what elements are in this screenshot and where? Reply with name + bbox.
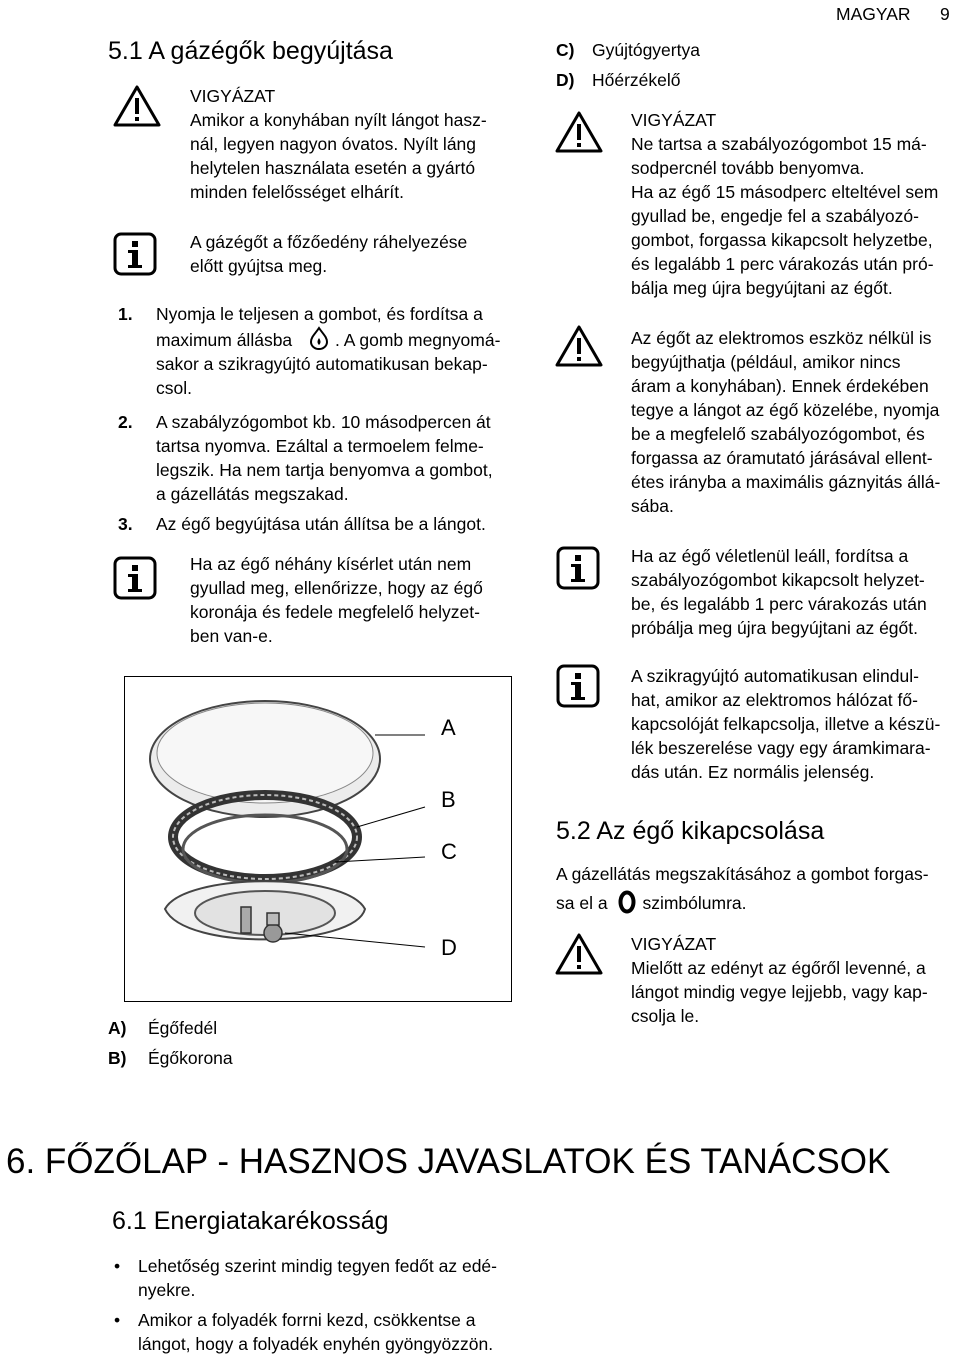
step-1-line2: [156, 326, 536, 352]
warning-triangle-icon: [112, 84, 162, 128]
section-5-2-line2b: szimbólumra.: [642, 893, 747, 913]
figure-label-d: D: [441, 935, 457, 960]
caption-text-c: Gyújtógyertya: [592, 40, 700, 60]
caption-letter-d: D): [556, 70, 575, 90]
info-icon: [556, 664, 600, 708]
figure-label-c: C: [441, 839, 457, 864]
caption-letter-a: A): [108, 1018, 127, 1038]
figure-label-a: A: [441, 715, 456, 740]
caption-letter-c: C): [556, 40, 575, 60]
warning-4-title: VIGYÁZAT: [631, 934, 717, 954]
burner-figure: [124, 676, 512, 1002]
step-number: 1.: [118, 304, 133, 324]
warning-3-text: Az égőt az elektromos eszköz nélkül is begyújthatja (például, amikor nincs áram a konyhában). Ennek érdekében tegye a lángot az égő közelébe, nyomja be a megfelelő szabályozógombot, és forgassa az óramutató járásával ellent- étes irányba a maximális gáznyitás állá- sába.: [631, 328, 941, 516]
list-item: [114, 1308, 534, 1356]
section-5-1-title: 5.1 A gázégők begyújtása: [108, 37, 393, 65]
bullet-icon: •: [114, 1256, 121, 1276]
section-5-2-line2a: sa el a: [556, 893, 608, 913]
info-3-text: Ha az égő véletlenül leáll, fordítsa a szabályozógombot kikapcsolt helyzet- be, és legalább 1 perc várakozás után próbálja meg újra begyújtani az égőt.: [631, 546, 927, 638]
step-1-rest: sakor a szikragyújtó automatikusan bekap- csol.: [156, 354, 488, 398]
section-5-2-line2: [556, 890, 747, 915]
step-1-line1: Nyomja le teljesen a gombot, és fordítsa a: [156, 304, 483, 324]
step-1-line2b: . A gomb megnyomá-: [335, 330, 501, 350]
bullet-1-text: Lehetőség szerint mindig tegyen fedőt az edé- nyekre.: [138, 1256, 497, 1300]
info-2-text: Ha az égő néhány kísérlet után nem gyullad meg, ellenőrizze, hogy az égő koronája és fedele megfelelő helyzet- ben van-e.: [190, 554, 483, 646]
bullet-icon: •: [114, 1310, 121, 1330]
info-1-text: A gázégőt a főzőedény ráhelyezése előtt gyújtsa meg.: [190, 232, 468, 276]
chapter-6-title: 6. FŐZŐLAP - HASZNOS JAVASLATOK ÉS TANÁCSOK: [6, 1142, 891, 1181]
off-symbol-icon: [618, 890, 636, 914]
caption-text-b: Égőkorona: [148, 1048, 233, 1068]
warning-triangle-icon: [554, 932, 604, 976]
warning-triangle-icon: [554, 110, 604, 154]
figure-label-b: B: [441, 787, 456, 812]
warning-triangle-icon: [554, 324, 604, 368]
warning-4-text: Mielőtt az edényt az égőről levenné, a lángot mindig vegye lejjebb, vagy kap- csolja le.: [631, 958, 928, 1026]
caption-text-d: Hőérzékelő: [592, 70, 681, 90]
caption-letter-b: B): [108, 1048, 127, 1068]
header-page-number: 9: [940, 4, 950, 24]
list-item: [114, 1254, 534, 1302]
section-6-1-title: 6.1 Energiatakarékosság: [112, 1207, 389, 1235]
bullet-2-text: Amikor a folyadék forrni kezd, csökkentse a lángot, hogy a folyadék enyhén gyöngyözzön.: [138, 1310, 494, 1354]
step-2: [118, 410, 538, 506]
warning-2-title: VIGYÁZAT: [631, 110, 717, 130]
step-1: [118, 302, 538, 398]
section-5-2-title: 5.2 Az égő kikapcsolása: [556, 817, 825, 845]
warning-1-title: VIGYÁZAT: [190, 86, 276, 106]
step-3: [118, 512, 538, 536]
header-language: MAGYAR: [836, 4, 911, 24]
section-5-2-line1: A gázellátás megszakításához a gombot forgas-: [556, 864, 929, 884]
step-1-line2a: maximum állásba: [156, 330, 293, 350]
info-4-text: A szikragyújtó automatikusan elindul- hat, amikor az elektromos hálózat fő- kapcsolóját felkapcsolja, illetve a készü- lék beszerelése vagy egy áramkimara- dás után. Ez normális jelenség.: [631, 666, 941, 782]
caption-text-a: Égőfedél: [148, 1018, 218, 1038]
info-icon: [556, 546, 600, 590]
info-icon: [113, 556, 157, 600]
warning-1-text: Amikor a konyhában nyílt lángot hasz- nál, legyen nagyon óvatos. Nyílt láng helytelen használata esetén a gyártó minden felelősséget elhárít.: [190, 110, 487, 202]
step-3-text: Az égő begyújtása után állítsa be a lángot.: [156, 514, 486, 534]
info-icon: [113, 232, 157, 276]
step-number: 2.: [118, 412, 133, 432]
warning-2-text: Ne tartsa a szabályozógombot 15 má- sodpercnél tovább benyomva. Ha az égő 15 másodperc elteltével sem gyullad be, engedje fel a szabályozó- gombot, forgassa kikapcsolt helyzetbe, és legalább 1 perc várakozás után pró- bálja meg újra begyújtani az égőt.: [631, 134, 939, 298]
flame-icon: [307, 326, 331, 350]
step-2-text: A szabályzógombot kb. 10 másodpercen át tartsa nyomva. Ezáltal a termoelem felme- legszik. Ha nem tartja benyomva a gombot, a gázellátás megszakad.: [156, 412, 493, 504]
step-number: 3.: [118, 514, 133, 534]
